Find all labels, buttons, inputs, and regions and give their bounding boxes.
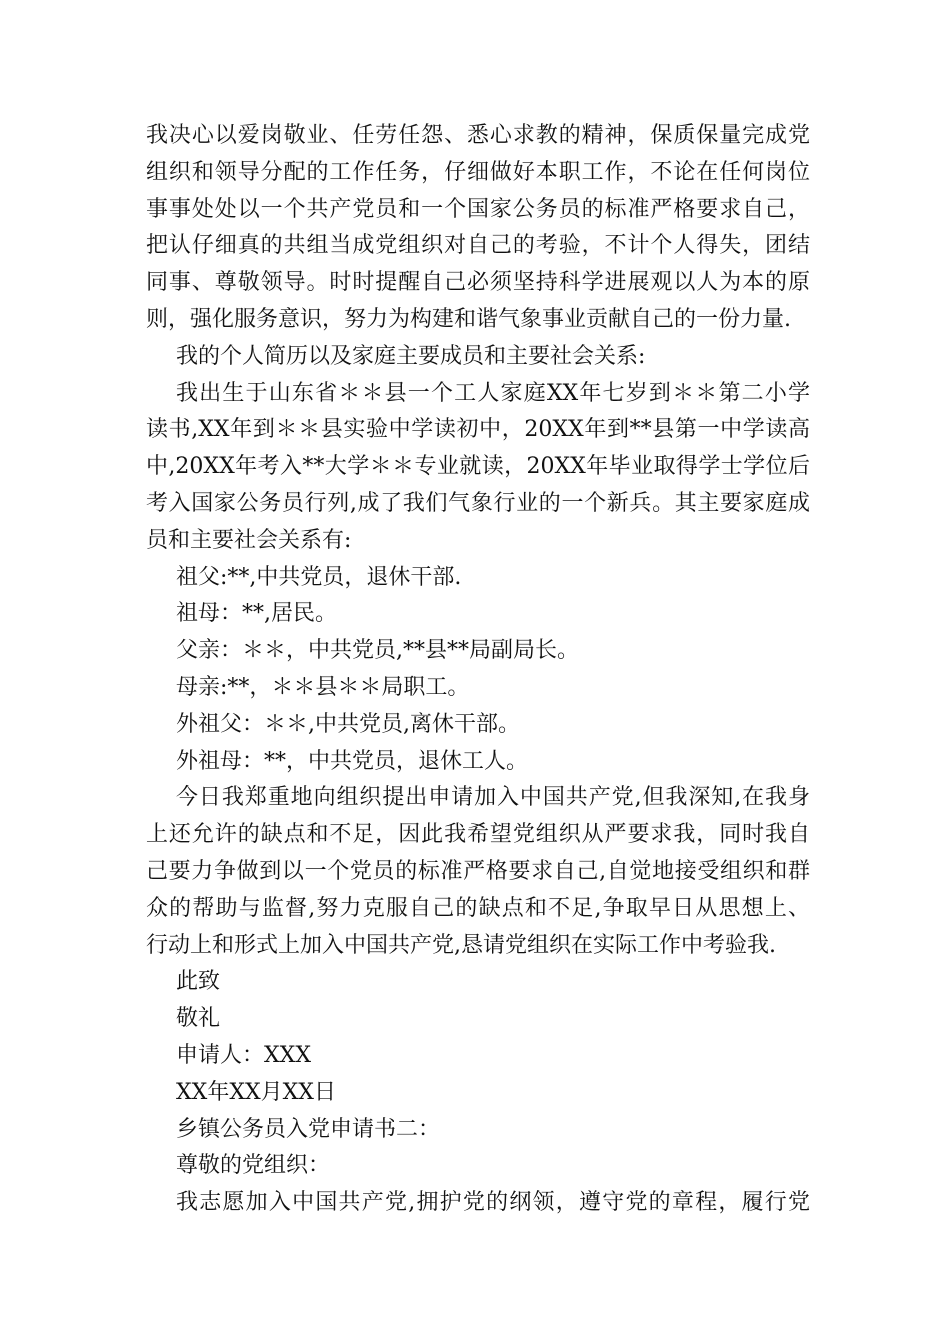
text-line: 母亲:**，＊＊县＊＊局职工。: [176, 674, 470, 700]
text-line: 今日我郑重地向组织提出申请加入中国共产党,但我深知,在我身: [176, 785, 810, 811]
text-line: 乡镇公务员入党申请书二：: [176, 1116, 441, 1142]
text-line: 上还允许的缺点和不足，因此我希望党组织从严要求我，同时我自: [146, 822, 810, 848]
text-line: 祖父:**,中共党员，退休干部.: [176, 564, 462, 590]
text-line: 事事处处以一个共产党员和一个国家公务员的标准严格要求自己，: [146, 196, 810, 222]
text-line: 员和主要社会关系有:: [146, 527, 352, 553]
text-line: 父亲：＊＊，中共党员,**县**局副局长。: [176, 638, 579, 664]
text-line: 祖母：**,居民。: [176, 601, 337, 627]
text-line: 尊敬的党组织：: [176, 1153, 331, 1179]
text-line: 我的个人简历以及家庭主要成员和主要社会关系:: [176, 343, 646, 369]
text-line: 我决心以爱岗敬业、任劳任怨、悉心求教的精神，保质保量完成党: [146, 123, 810, 148]
text-line: 敬礼: [176, 1006, 221, 1032]
text-line: 同事、尊敬领导。时时提醒自己必须坚持科学进展观以人为本的原: [146, 270, 810, 296]
document-body: [146, 118, 810, 1222]
text-line: 众的帮助与监督,努力克服自己的缺点和不足,争取早日从思想上、: [146, 895, 810, 921]
text-line: 申请人：XXX: [176, 1042, 311, 1068]
text-line: 考入国家公务员行列,成了我们气象行业的一个新兵。其主要家庭成: [146, 490, 810, 516]
text-line: 外祖母：**，中共党员，退休工人。: [176, 748, 529, 774]
text-line: 我出生于山东省＊＊县一个工人家庭XX年七岁到＊＊第二小学: [176, 380, 810, 406]
text-line: 我志愿加入中国共产党,拥护党的纲领，遵守党的章程，履行党: [176, 1190, 810, 1216]
text-line: 把认仔细真的共组当成党组织对自己的考验，不计个人得失，团结: [146, 233, 810, 259]
text-line: 中,20XX年考入**大学＊＊专业就读，20XX年毕业取得学士学位后: [146, 454, 810, 480]
text-line: 行动上和形式上加入中国共产党,恳请党组织在实际工作中考验我.: [146, 932, 776, 958]
text-line: XX年XX月XX日: [176, 1079, 336, 1105]
text-line: 读书,XX年到＊＊县实验中学读初中，20XX年到**县第一中学读高: [146, 417, 810, 443]
text-line: 外祖父：＊＊,中共党员,离休干部。: [176, 711, 520, 737]
text-line: 组织和领导分配的工作任务，仔细做好本职工作，不论在任何岗位: [146, 159, 810, 185]
text-line: 则，强化服务意识，努力为构建和谐气象事业贡献自己的一份力量.: [146, 306, 791, 332]
text-line: 此致: [176, 969, 221, 995]
text-line: 己要力争做到以一个党员的标准严格要求自己,自觉地接受组织和群: [146, 858, 810, 884]
